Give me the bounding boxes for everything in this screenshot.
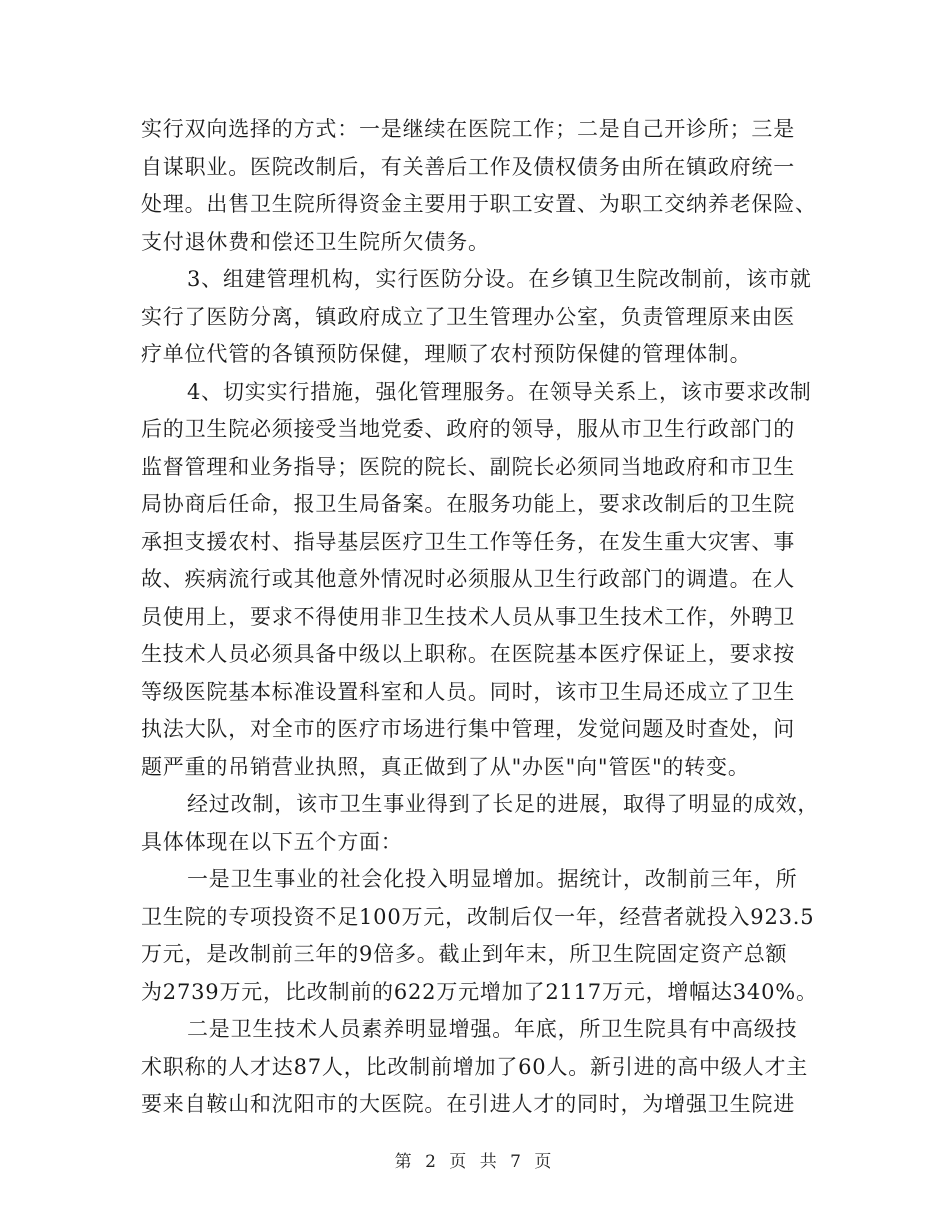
text-line: 经过改制，该市卫生事业得到了长足的进展，取得了明显的成效， (187, 792, 820, 816)
text-line: 具体体现在以下五个方面： (141, 829, 403, 854)
text-line: 要来自鞍山和沈阳市的大医院。在引进人才的同时，为增强卫生院进 (141, 1092, 795, 1116)
text-line: 实行双向选择的方式：一是继续在医院工作；二是自己开诊所；三是 (141, 117, 795, 141)
text-line: 监督管理和业务指导；医院的院长、副院长必须同当地政府和市卫生 (141, 454, 795, 479)
text-line: 后的卫生院必须接受当地党委、政府的领导，服从市卫生行政部门的 (141, 417, 795, 441)
text-line: 生技术人员必须具备中级以上职称。在医院基本医疗保证上，要求按 (141, 642, 795, 666)
text-line: 术职称的人才达87人，比改制前增加了60人。新引进的高中级人才主 (141, 1054, 809, 1079)
text-line: 一是卫生事业的社会化投入明显增加。据统计，改制前三年，所 (187, 867, 798, 891)
page-number-footer: 第 2 页 共 7 页 (394, 1152, 556, 1172)
text-line: 局协商后任命，报卫生局备案。在服务功能上，要求改制后的卫生院 (141, 492, 795, 516)
text-line: 执法大队，对全市的医疗市场进行集中管理，发觉问题及时查处，问 (141, 717, 795, 741)
body-text (141, 111, 820, 1124)
text-line: 员使用上，要求不得使用非卫生技术人员从事卫生技术工作，外聘卫 (141, 604, 795, 629)
text-line: 题严重的吊销营业执照，真正做到了从"办医"向"管医"的转变。 (141, 754, 750, 779)
text-line: 处理。出售卫生院所得资金主要用于职工安置、为职工交纳养老保险、 (141, 192, 817, 216)
text-line: 3、组建管理机构，实行医防分设。在乡镇卫生院改制前，该市就 (187, 267, 812, 291)
text-line: 实行了医防分离，镇政府成立了卫生管理办公室，负责管理原来由医 (141, 304, 795, 329)
text-line: 疗单位代管的各镇预防保健，理顺了农村预防保健的管理体制。 (141, 342, 752, 366)
text-line: 自谋职业。医院改制后，有关善后工作及债权债务由所在镇政府统一 (141, 154, 795, 179)
text-line: 支付退休费和偿还卫生院所欠债务。 (141, 229, 490, 254)
text-line: 二是卫生技术人员素养明显增强。年底，所卫生院具有中高级技 (187, 1017, 798, 1041)
text-line: 卫生院的专项投资不足100万元，改制后仅一年，经营者就投入923.5 (141, 904, 815, 929)
text-line: 等级医院基本标准设置科室和人员。同时，该市卫生局还成立了卫生 (141, 679, 795, 704)
text-line: 4、切实实行措施，强化管理服务。在领导关系上，该市要求改制 (187, 379, 812, 404)
text-line: 承担支援农村、指导基层医疗卫生工作等任务，在发生重大灾害、事 (141, 529, 795, 554)
text-line: 为2739万元，比改制前的622万元增加了2117万元，增幅达340%。 (141, 979, 818, 1004)
text-line: 故、疾病流行或其他意外情况时必须服从卫生行政部门的调遣。在人 (141, 567, 795, 591)
text-line: 万元，是改制前三年的9倍多。截止到年末，所卫生院固定资产总额 (141, 942, 788, 966)
